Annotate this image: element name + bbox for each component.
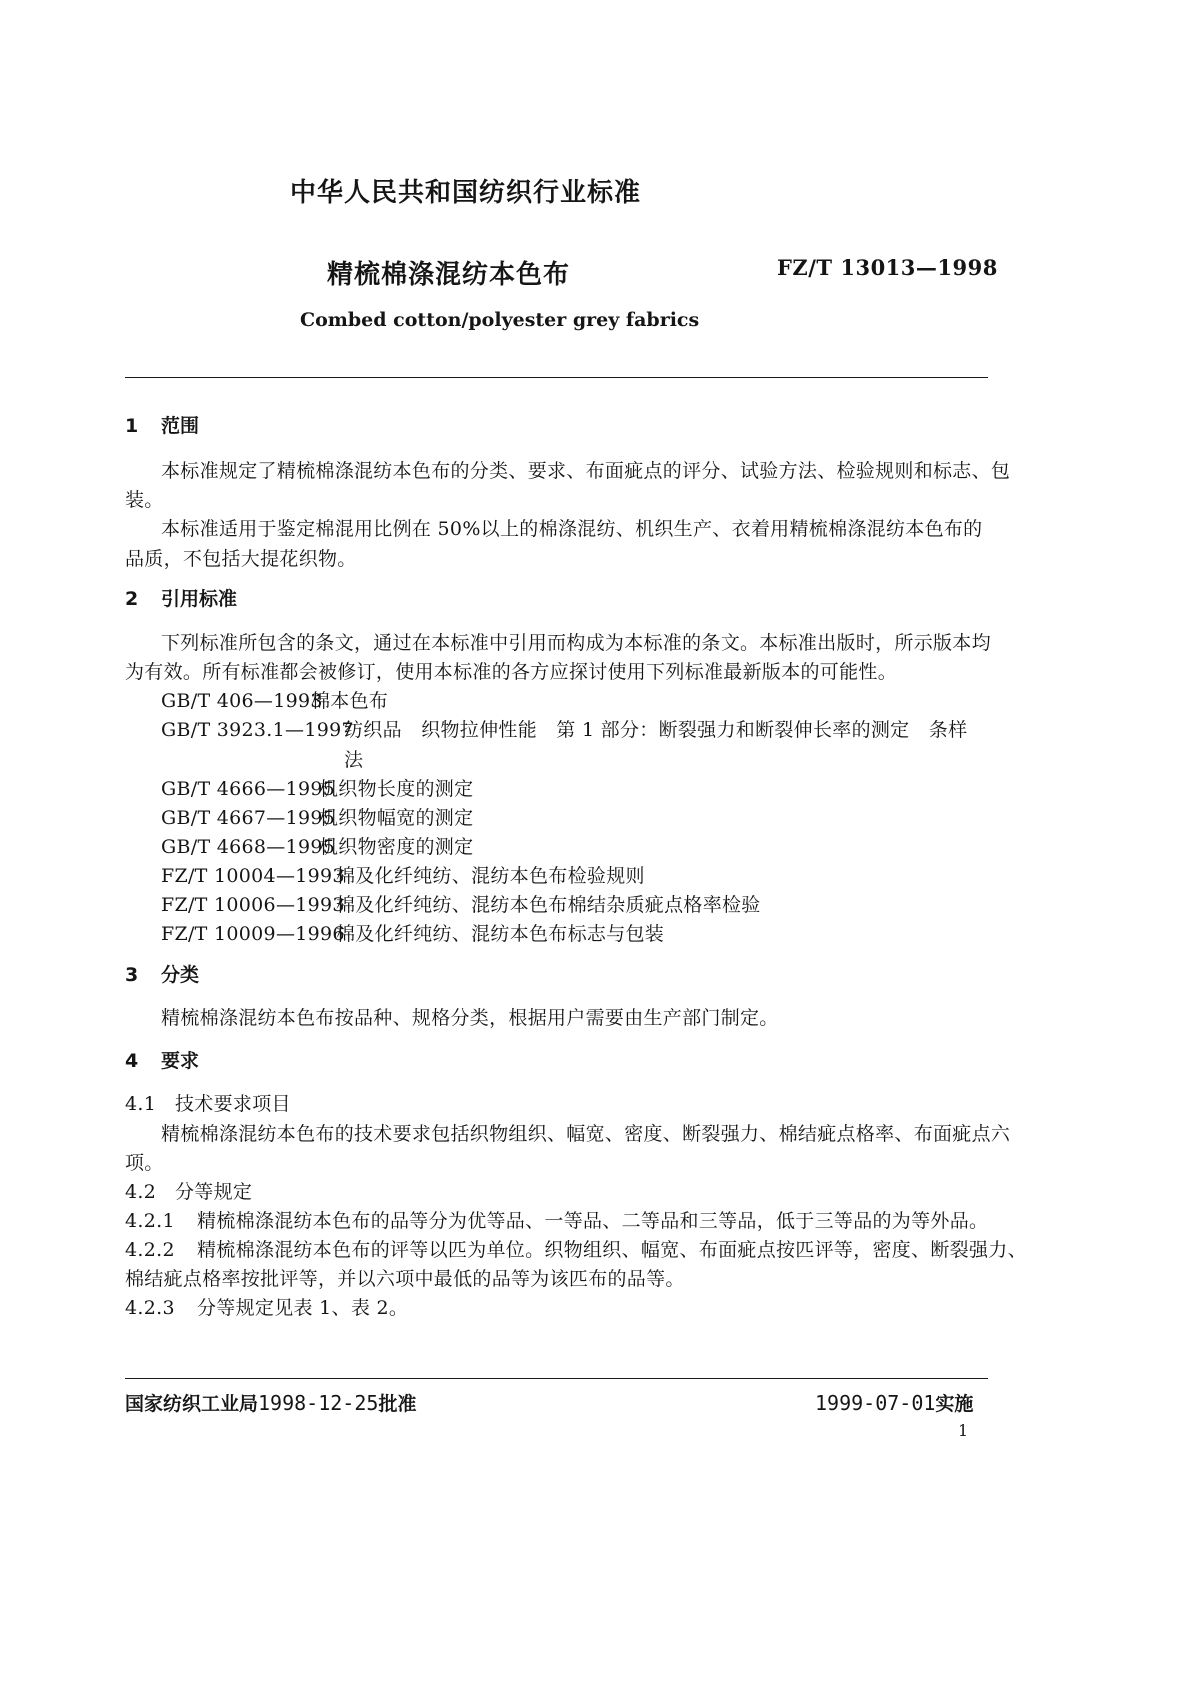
reference-item [161,715,967,742]
section-2-paragraph-1: 下列标准所包含的条文，通过在本标准中引用而构成为本标准的条文。本标准出版时，所示版本均 [161,632,991,654]
approval-line [125,1389,416,1416]
effective-line [815,1389,973,1416]
reference-item [161,803,473,830]
subsection-title: 技术要求项目 [175,1093,291,1115]
subsection-4-1-paragraph-cont: 项。 [125,1152,164,1174]
section-2-heading [125,584,237,611]
clause-text: 精梳棉涤混纺本色布的评等以匹为单位。织物组织、幅宽、布面疵点按匹评等，密度、断裂强力、 [197,1239,1027,1261]
subsection-4-1-heading [125,1089,291,1116]
subsection-title: 分等规定 [175,1181,253,1203]
reference-title: 纺织品 织物拉伸性能 第 1 部分：断裂强力和断裂伸长率的测定 条样 [344,719,968,741]
page-number: 1 [958,1421,969,1440]
reference-item [161,832,473,859]
clause-number: 4.2.2 [125,1239,175,1261]
reference-title: 棉本色布 [311,690,389,712]
clause-4-2-3 [125,1293,408,1320]
section-title: 要求 [161,1050,200,1072]
reference-title: 棉及化纤纯纺、混纺本色布棉结杂质疵点格率检验 [336,894,761,916]
reference-code: GB/T 3923.1—1997 [161,719,354,741]
clause-4-2-2 [125,1235,1027,1262]
reference-title: 棉及化纤纯纺、混纺本色布标志与包装 [336,923,665,945]
approval-suffix: 批准 [378,1393,417,1415]
reference-title: 机织物幅宽的测定 [319,807,474,829]
section-3-paragraph: 精梳棉涤混纺本色布按品种、规格分类，根据用户需要由生产部门制定。 [161,1007,779,1029]
issuing-authority-title: 中华人民共和国纺织行业标准 [290,178,642,208]
reference-code: GB/T 406—1993 [161,690,323,712]
reference-code: GB/T 4668—1995 [161,836,336,858]
subsection-4-2-heading [125,1177,252,1204]
clause-text: 分等规定见表 1、表 2。 [197,1297,409,1319]
approval-date: 1998-12-25 [258,1391,379,1415]
reference-code: GB/T 4667—1995 [161,807,336,829]
standard-code: FZ/T 13013—1998 [777,255,998,280]
subsection-4-1-paragraph: 精梳棉涤混纺本色布的技术要求包括织物组织、幅宽、密度、断裂强力、棉结疵点格率、布面疵点六 [161,1123,1011,1145]
section-title: 分类 [161,964,200,986]
reference-code: FZ/T 10009—1996 [161,923,345,945]
reference-title-continuation: 法 [344,749,364,771]
section-1-heading [125,411,199,438]
reference-item [161,919,664,946]
section-title: 范围 [161,415,200,437]
header-divider [125,377,988,378]
reference-code: FZ/T 10006—1993 [161,894,345,916]
section-number: 2 [125,588,139,610]
document-title-cn: 精梳棉涤混纺本色布 [327,260,571,290]
reference-code: GB/T 4666—1995 [161,778,336,800]
effective-date: 1999-07-01 [815,1391,936,1415]
reference-title: 机织物长度的测定 [319,778,474,800]
section-1-paragraph-2: 本标准适用于鉴定棉混用比例在 50%以上的棉涤混纺、机织生产、衣着用精梳棉涤混纺本色布的 [161,518,983,540]
document-title-en: Combed cotton/polyester grey fabrics [300,309,700,331]
clause-text: 精梳棉涤混纺本色布的品等分为优等品、一等品、二等品和三等品，低于三等品的为等外品。 [197,1210,989,1232]
section-number: 1 [125,415,139,437]
section-number: 3 [125,964,139,986]
reference-title: 机织物密度的测定 [319,836,474,858]
section-4-heading [125,1046,199,1073]
section-1-paragraph-1: 本标准规定了精梳棉涤混纺本色布的分类、要求、布面疵点的评分、试验方法、检验规则和标志、包 [161,460,1011,482]
effective-suffix: 实施 [935,1393,974,1415]
reference-item [161,774,473,801]
section-title: 引用标准 [161,588,238,610]
subsection-number: 4.2 [125,1181,157,1203]
section-number: 4 [125,1050,139,1072]
section-1-paragraph-2-cont: 品质，不包括大提花织物。 [125,548,357,570]
approval-org: 国家纺织工业局 [125,1393,259,1415]
section-1-paragraph-1-cont: 装。 [125,489,164,511]
clause-4-2-1 [125,1206,988,1233]
footer-divider [125,1378,988,1379]
section-2-paragraph-1-cont: 为有效。所有标准都会被修订，使用本标准的各方应探讨使用下列标准最新版本的可能性。 [125,661,898,683]
reference-item [161,861,645,888]
clause-number: 4.2.3 [125,1297,175,1319]
reference-code: FZ/T 10004—1993 [161,865,345,887]
reference-title: 棉及化纤纯纺、混纺本色布检验规则 [336,865,645,887]
reference-item [161,890,761,917]
clause-number: 4.2.1 [125,1210,175,1232]
subsection-number: 4.1 [125,1093,157,1115]
section-3-heading [125,960,199,987]
reference-item [161,686,388,713]
clause-4-2-2-cont: 棉结疵点格率按批评等，并以六项中最低的品等为该匹布的品等。 [125,1268,685,1290]
